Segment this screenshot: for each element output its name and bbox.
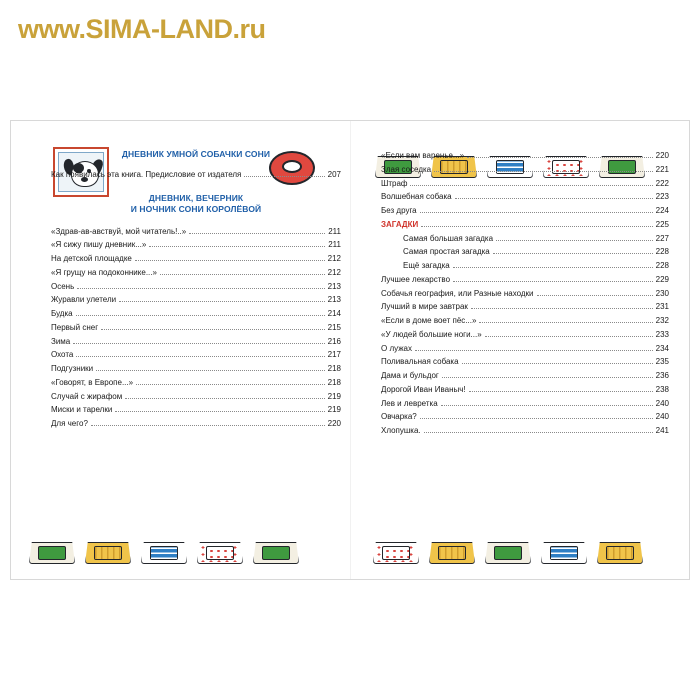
toc-title: Будка [51,309,73,319]
pillow-green-icon [29,539,75,567]
toc-title: Осень [51,281,75,291]
toc-leader [462,362,653,364]
pillow-yellow-icon [85,539,131,567]
toc-entry [51,280,341,294]
toc-entry [381,410,669,424]
toc-page: 233 [655,329,669,339]
toc-leader [434,170,653,172]
toc-title: Лев и левретка [381,398,438,408]
pillow-dots-icon [373,539,419,567]
toc-leader [479,321,652,323]
toc-leader [537,294,653,296]
toc-entry [381,287,669,301]
toc-entry [51,266,341,280]
toc-leader [410,184,652,186]
toc-title: ЗАГАДКИ [381,219,419,229]
toc-title: Дама и бульдог [381,371,439,380]
toc-entry [381,273,669,287]
toc-title: Журавли улетели [51,295,117,305]
toc-page: 227 [655,233,669,243]
left-heading-line2: И НОЧНИК СОНИ КОРОЛЁВОЙ [130,204,262,215]
toc-title: Хлопушка. [381,426,421,435]
toc-leader [420,211,653,213]
toc-leader [149,245,325,247]
toc-leader [420,417,653,419]
toc-leader [441,404,653,406]
toc-entry [51,362,341,376]
toc-leader [160,273,325,275]
toc-title: Как появилась эта книга. Предисловие от издателя [51,170,242,179]
toc-entry [381,328,669,342]
toc-leader [424,431,653,433]
toc-entry [381,259,669,273]
toc-page: 218 [327,364,341,374]
toc-page: 207 [327,170,341,179]
toc-title: Подгузники [51,364,94,374]
toc-entry [381,342,669,356]
toc-page: 225 [655,219,669,229]
pillow-dots-icon [197,539,243,567]
toc-title: Для чего? [51,419,88,429]
left-heading-diary-title: ДНЕВНИК УМНОЙ СОБАЧКИ СОНИ [121,149,271,159]
toc-leader [244,175,324,177]
toc-title: Лучшее лекарство [381,274,451,284]
toc-entry [381,383,669,397]
toc-page: 215 [327,322,341,332]
toc-page: 228 [655,247,669,257]
toc-leader [115,410,324,412]
toc-page: 219 [327,391,341,401]
toc-title: Ещё загадка [403,261,450,270]
toc-title: Самая простая загадка [403,247,490,257]
toc-entry [381,218,669,232]
toc-page: 221 [655,164,669,174]
toc-page: 240 [655,412,669,422]
toc-entry [51,403,341,417]
toc-entry [51,168,341,182]
toc-leader [76,355,324,357]
toc-entry [51,335,341,349]
page-gutter [350,121,351,579]
toc-page: 212 [327,254,341,264]
toc-entry [51,293,341,307]
toc-title: Штраф [381,178,408,188]
toc-title: Случай с жирафом [51,391,123,401]
toc-page: 230 [655,288,669,298]
toc-title: Волшебная собака [381,192,452,202]
toc-title: Злая соседка [381,164,432,174]
toc-leader [421,225,652,227]
left-toc-list [51,225,341,431]
toc-leader [455,197,653,199]
toc-entry [381,355,669,369]
watermark: www.SIMA-LAND.ru [18,14,266,44]
toc-title: Охота [51,350,74,360]
toc-leader [96,369,325,371]
toc-title: Зима [51,336,71,346]
toc-entry [381,177,669,191]
toc-entry [381,314,669,328]
pillow-blue-icon [141,539,187,567]
toc-title: «Я грущу на подоконнике...» [51,267,157,277]
toc-leader [469,390,653,392]
toc-page: 238 [655,384,669,394]
toc-leader [119,300,325,302]
toc-page: 223 [655,192,669,202]
toc-title: Собачья география, или Разные находки [381,288,534,298]
toc-page: 211 [328,226,341,236]
toc-entry [51,307,341,321]
toc-leader [91,424,325,426]
toc-entry [381,204,669,218]
toc-title: Первый снег [51,322,99,332]
toc-title: Самая большая загадка [403,233,494,243]
toc-page: 222 [655,178,669,188]
toc-title: Поливальная собака [381,357,459,367]
pillow-green-icon [485,539,531,567]
toc-page: 241 [655,426,669,435]
toc-leader [73,342,324,344]
left-toc-preface [51,168,341,182]
pillow-green-icon [253,539,299,567]
toc-entry [381,149,669,163]
toc-entry [381,232,669,246]
toc-title: Овчарка? [381,412,417,422]
toc-entry [51,417,341,431]
toc-entry [51,225,341,239]
toc-title: «Здрав-ав-авствуй, мой читатель!..» [51,226,187,236]
toc-title: Без друга [381,206,417,215]
toc-page: 212 [327,267,341,277]
toc-page: 240 [655,398,669,408]
toc-page: 213 [327,281,341,291]
toc-leader [101,328,325,330]
toc-entry [51,390,341,404]
toc-page: 229 [655,274,669,284]
toc-title: Дорогой Иван Иваныч! [381,384,466,394]
toc-page: 220 [655,151,669,160]
toc-title: «Если вам варенье...» [381,151,465,160]
toc-page: 214 [327,309,341,319]
toc-leader [485,335,653,337]
toc-leader [125,397,324,399]
toc-leader [136,383,325,385]
toc-title: «У людей большие ноги...» [381,329,482,339]
toc-entry [381,369,669,383]
toc-leader [415,349,653,351]
toc-entry [51,321,341,335]
toc-entry [51,348,341,362]
toc-leader [467,156,653,158]
toc-page: 211 [328,240,341,250]
toc-leader [135,259,325,261]
right-page-content [381,149,669,438]
left-heading-diary-subtitle [51,193,341,216]
toc-entry [51,376,341,390]
toc-page: 228 [655,261,669,270]
toc-title: Лучший в мире завтрак [381,302,468,312]
toc-leader [76,314,325,316]
toc-page: 231 [655,302,669,312]
toc-entry [381,163,669,177]
pillow-row-bottom-right [373,539,643,567]
toc-leader [453,280,653,282]
toc-page: 217 [327,350,341,360]
toc-page: 218 [327,377,341,387]
right-toc-list [381,149,669,438]
left-heading-line1: ДНЕВНИК, ВЕЧЕРНИК [148,192,244,203]
toc-title: «Если в доме воет пёс...» [381,316,477,325]
book-spread [10,120,690,580]
pillow-yellow-icon [429,539,475,567]
toc-page: 213 [327,295,341,305]
toc-leader [189,232,325,234]
pillow-blue-icon [541,539,587,567]
pillow-yellow-icon [597,539,643,567]
toc-page: 236 [655,371,669,380]
toc-page: 219 [327,405,341,415]
toc-entry [381,190,669,204]
toc-entry [381,300,669,314]
toc-entry [381,424,669,438]
toc-leader [453,266,653,268]
toc-entry [51,252,341,266]
toc-leader [493,252,653,254]
toc-title: Миски и тарелки [51,405,113,415]
toc-title: «Говорят, в Европе...» [51,377,134,387]
toc-leader [77,287,324,289]
toc-leader [442,376,653,378]
toc-leader [496,239,653,241]
toc-page: 232 [655,316,669,325]
toc-entry [381,397,669,411]
toc-page: 220 [327,419,341,429]
toc-entry [51,238,341,252]
toc-page: 224 [655,206,669,215]
toc-leader [471,307,653,309]
toc-page: 216 [327,336,341,346]
pillow-row-bottom-left [29,539,299,567]
toc-page: 234 [655,343,669,353]
toc-title: О лужах [381,343,413,353]
left-page-content [51,149,341,431]
toc-title: «Я сижу пишу дневник...» [51,240,147,250]
toc-title: На детской площадке [51,254,132,264]
toc-page: 235 [655,357,669,367]
toc-entry [381,245,669,259]
